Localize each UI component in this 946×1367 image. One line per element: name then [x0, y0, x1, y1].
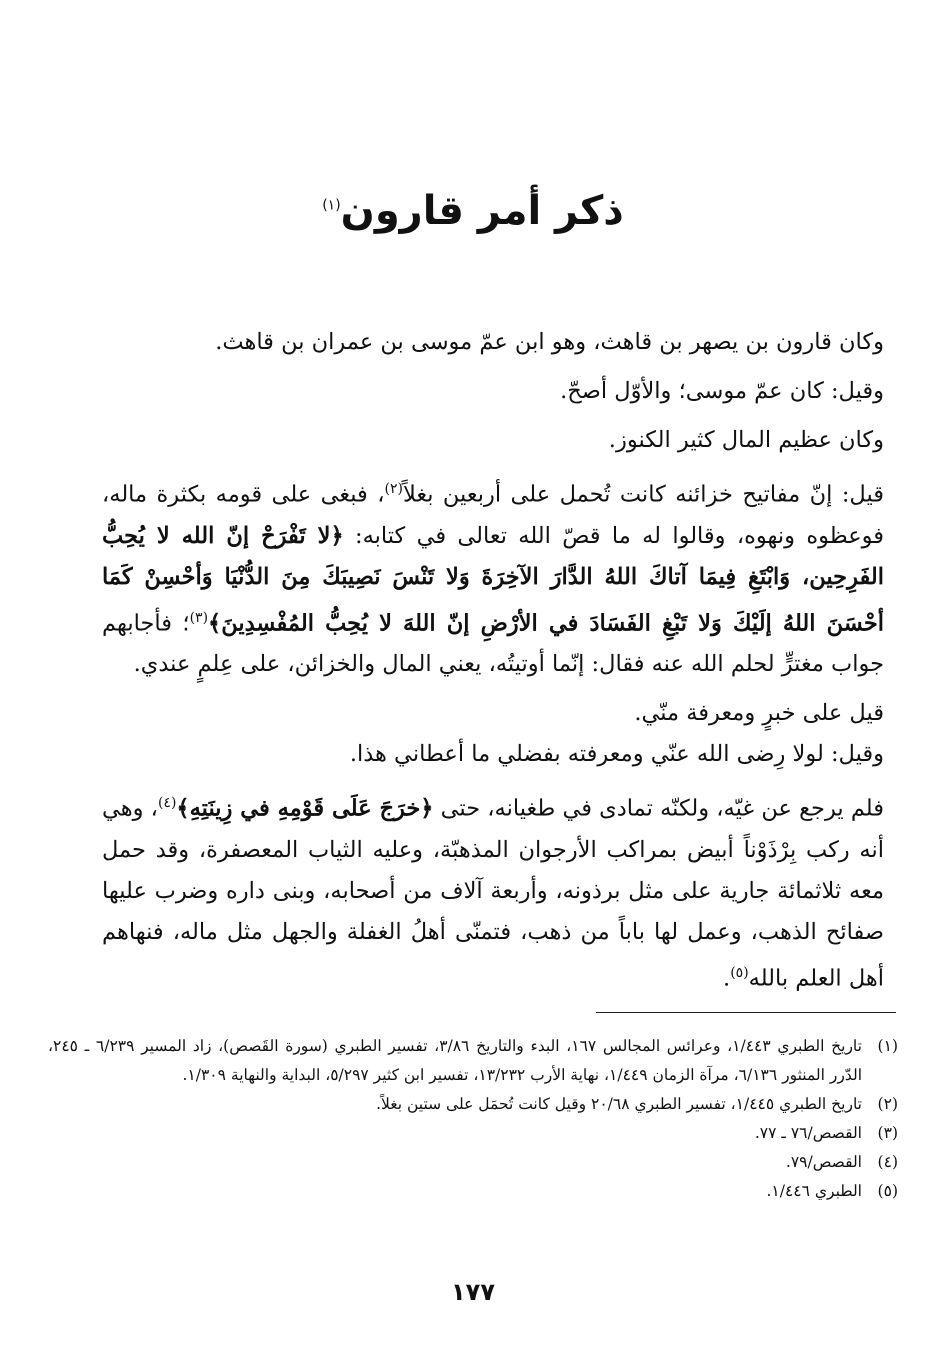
footnote-1 [48, 1032, 898, 1090]
footnote-text: القصص/٧٦ ـ ٧٧. [754, 1124, 862, 1142]
footnote-ref-2: (٢) [384, 481, 403, 497]
footnote-5 [48, 1177, 898, 1206]
footnote-text: الطبري ١/٤٤٦. [766, 1182, 862, 1200]
paragraph-2: وقيل: كان عمّ موسى؛ والأوّل أصحّ. [560, 378, 884, 404]
footnote-ref-5: (٥) [730, 964, 749, 981]
paragraph-1: وكان قارون بن يصهر بن قاهث، وهو ابن عمّ موسى بن عمران بن قاهث. [215, 329, 884, 355]
footnote-text: تاريخ الطبري ١/٤٤٣، وعرائس المجالس ١٦٧، البدء والتاريخ ٣/٨٦، تفسير الطبري (سورة القَصص)، زاد المسير ٦/٢٣٩ ـ ٢٤٥، الدّرر المنثور ٦/١٣٦، مرآة الزمان ١/٤٤٩، نهاية الأرب ١٣/٢٣٢، تفسير ابن كثير ٥/٢٩٧، البداية والنهاية ١/٣٠٩. [48, 1037, 862, 1084]
footnote-number: (٥) [877, 1182, 898, 1200]
page-number: ١٧٧ [451, 1278, 495, 1306]
footnote-3 [48, 1119, 898, 1148]
quran-verse-1: ﴿لا تَفْرَحْ إنّ الله لا يُحِبُّ الفَرِحِين، وَابْتَغِ فِيمَا آتاكَ اللهُ الدَّارَ الآخِرَةَ وَلا تَنْسَ نَصِيبَكَ مِنَ الدُّنْيَا وَأحْسِنْ كَمَا أحْسَنَ اللهُ إلَيْكَ وَلا تَبْغِ الفَسَادَ في الأرْضِ إنّ اللهَ لا يُحِبُّ المُفْسِدِينَ﴾ [102, 522, 884, 636]
footnote-ref-3: (٣) [189, 609, 209, 626]
paragraph-4-part-b: ، فبغى على قومه بكثرة ماله، فوعظوه ونهوه، وقالوا له ما قصّ الله تعالى في كتابه: [102, 481, 884, 549]
paragraph-4-part-a: قيل: إنّ مفاتيح خزائنه كانت تُحمل على أربعين بغلاً [402, 481, 884, 508]
footnote-number: (٤) [877, 1153, 898, 1171]
paragraph-6: وقيل: لولا رِضى الله عنّي ومعرفته بفضلي ما أعطاني هذا. [349, 741, 884, 767]
footnote-number: (٢) [877, 1095, 898, 1113]
chapter-title-footnote-ref: (١) [322, 197, 341, 214]
paragraph-7 [102, 783, 884, 999]
footnote-number: (١) [877, 1037, 898, 1055]
footnote-4 [48, 1148, 898, 1177]
paragraph-7-part-b: ، وهي أنه ركب بِرْذَوْناً أبيض بمراكب الأرجوان المذهبّة، وعليه الثياب المعصفرة، وقد حمل معه ثلاثمائة جارية على مثل برذونه، وأربعة آلاف من أصحابه، وبنى داره وضرب عليها صفائح الذهب، وعمل لها باباً من ذهب، فتمنّى أهلُ الغفلة والجهل مثل ماله، فنهاهم أهل العلم بالله [102, 795, 884, 991]
paragraph-4-part-c: ؛ فأجابهم جواب مغترٍّ لحلم الله عنه فقال: إنّما أوتيتُه، يعني المال والخزائن، على عِلمٍ عندي. [102, 610, 884, 677]
chapter-title [0, 188, 946, 234]
paragraph-3: وكان عظيم المال كثير الكنوز. [608, 427, 884, 453]
quran-verse-2: ﴿خرَجَ عَلَى قَوْمِهِ في زِينَتِهِ﴾ [176, 795, 434, 822]
paragraph-7-part-c: . [723, 965, 731, 991]
footnote-text: القصص/٧٩. [785, 1153, 862, 1171]
footnote-divider [596, 1012, 896, 1013]
footnote-number: (٣) [877, 1124, 898, 1142]
paragraph-5: قيل على خبرٍ ومعرفة منّي. [634, 700, 884, 726]
footnote-2 [48, 1090, 898, 1119]
footnote-ref-4: (٤) [157, 795, 177, 811]
paragraph-4 [102, 469, 884, 685]
footnotes [48, 1032, 898, 1206]
footnote-text: تاريخ الطبري ١/٤٤٥، تفسير الطبري ٢٠/٦٨ وقيل كانت تُحمَل على ستين بغلاً. [376, 1095, 862, 1113]
main-text [102, 322, 884, 999]
paragraph-7-part-a: فلم يرجع عن غيّه، ولكنّه تمادى في طغيانه، حتى [433, 795, 884, 822]
chapter-title-text: ذكر أمر قارون [340, 188, 624, 234]
